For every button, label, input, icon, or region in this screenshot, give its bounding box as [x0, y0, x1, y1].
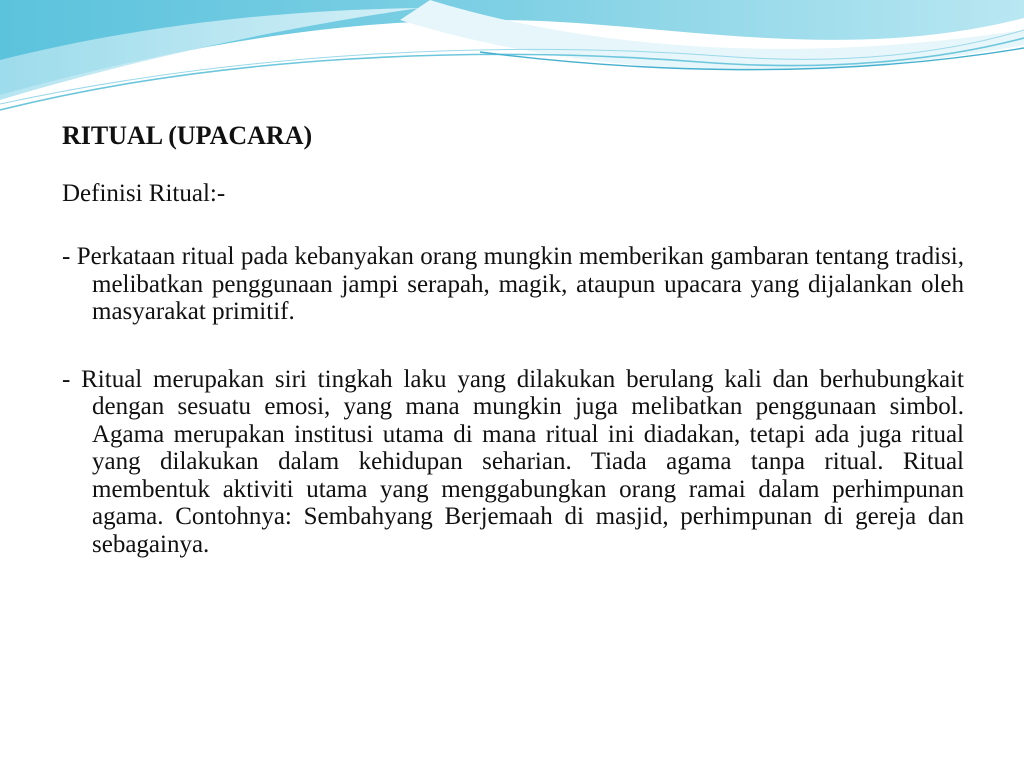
header-wave-decoration	[0, 0, 1024, 120]
slide-title: RITUAL (UPACARA)	[62, 121, 313, 150]
paragraph-2: - Ritual merupakan siri tingkah laku yang dilakukan berulang kali dan berhubungkait dengan sesuatu emosi, yang mana mungkin juga melibatkan penggunaan simbol. Agama merupakan institusi utama di mana ritual ini diadakan, tetapi ada juga ritual yang dilakukan dalam kehidupan seharian. Tiada agama tanpa ritual. Ritual membentuk aktiviti utama yang menggabungkan orang ramai dalam perhimpunan agama. Contohnya: Sembahyang Berjemaah di masjid, perhimpunan di gereja dan sebagainya.	[62, 365, 964, 558]
slide-content	[62, 116, 964, 558]
paragraph-1: - Perkataan ritual pada kebanyakan orang mungkin memberikan gambaran tentang tradisi, melibatkan penggunaan jampi serapah, magik, ataupun upacara yang dijalankan oleh masyarakat primitif.	[62, 243, 964, 325]
definition-heading: Definisi Ritual:-	[62, 180, 226, 207]
